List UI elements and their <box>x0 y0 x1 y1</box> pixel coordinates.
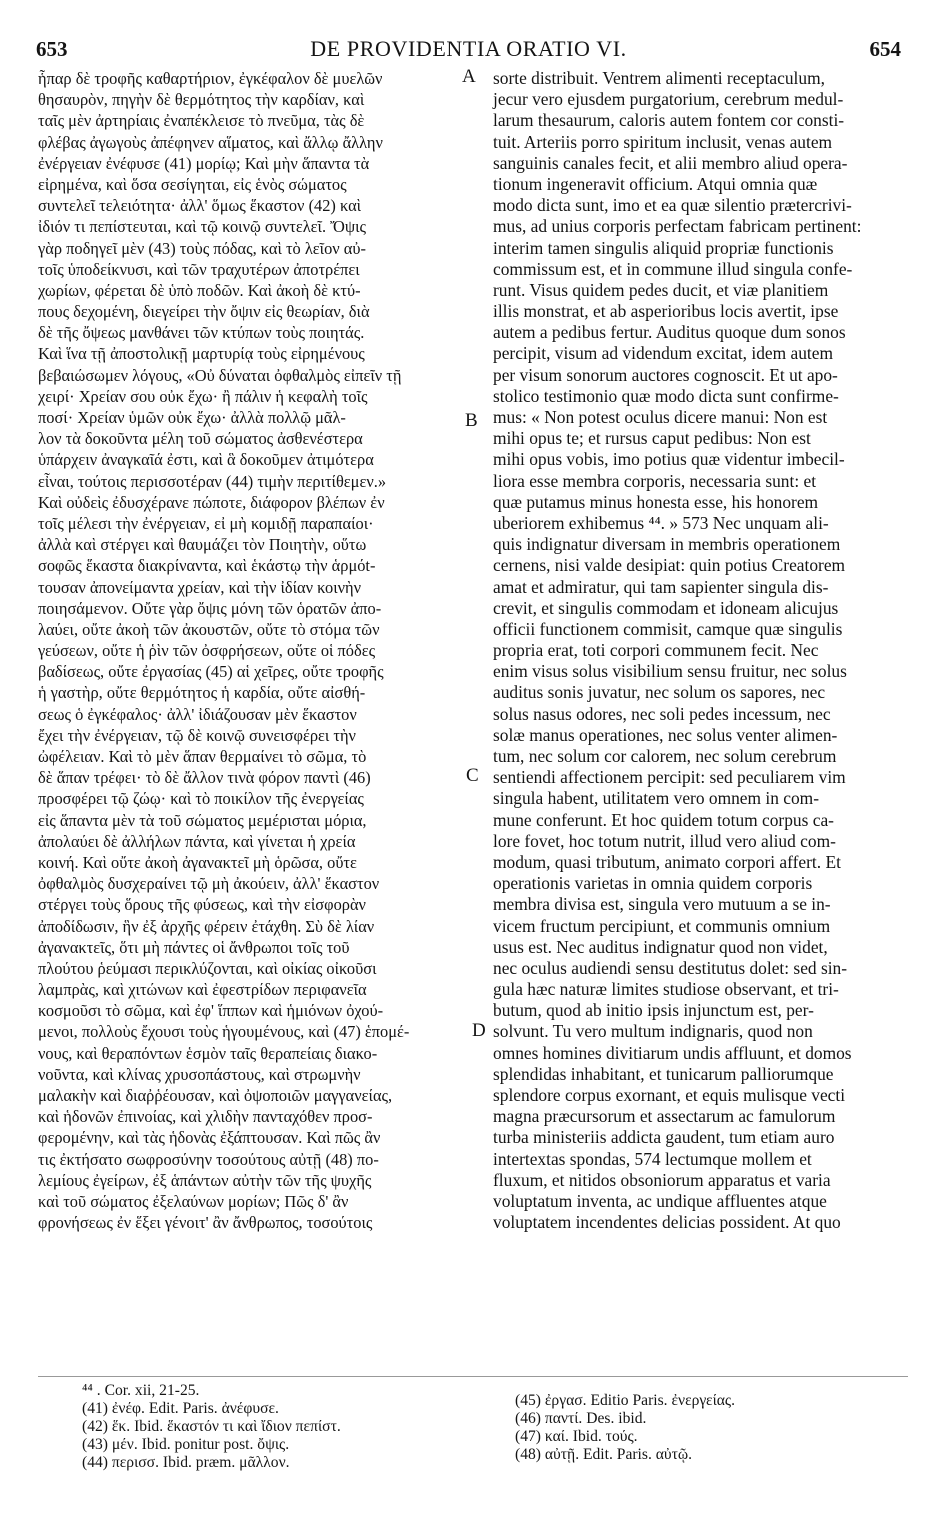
latin-text-line: propria erat, toti corpori communem fecit. Nec <box>493 640 819 661</box>
latin-text-line: nec oculus audiendi sensu destitutus dolet: sed sin- <box>493 957 848 978</box>
latin-text-line: uberiorem exhibemus ⁴⁴. » 573 Nec unquam ali- <box>493 512 829 533</box>
greek-text-line: δὲ ἅπαν τρέφει· τὸ δὲ ἄλλον τινὰ φόρον παντὶ (46) <box>38 768 371 788</box>
greek-text-line: γὰρ ποδηγεῖ μὲν (43) τοὺς πόδας, καὶ τὸ λεῖον αὐ- <box>38 238 366 258</box>
greek-text-line: λον τὰ δοκοῦντα μέλη τοῦ σώματος ἀσθενέστερα <box>38 429 363 449</box>
greek-text-line: ἰδιόν τι πεπίστευται, καὶ τῷ κοινῷ συντελεῖ. Ὄψις <box>38 217 367 237</box>
latin-text-line: tuit. Arteriis porro spiritum inclusit, venas autem <box>493 131 833 152</box>
footnotes-right <box>515 1392 735 1464</box>
footnote-line: (48) αὐτῇ. Edit. Paris. αὐτῷ. <box>515 1446 693 1463</box>
greek-text-line: τις ἐκτήσατο σωφροσύνην τοσούτους αὐτῇ (48) πο- <box>38 1149 379 1169</box>
greek-text-line: ὑπάρχειν ἀναγκαῖά ἐστι, καὶ ἃ δοκοῦμεν ἀτιμότερα <box>38 450 374 470</box>
latin-text-line: solvunt. Tu vero multum indignaris, quod non <box>493 1021 813 1042</box>
greek-text-line: εἶναι, τούτοις περισσοτέραν (44) τιμὴν περιτίθεμεν.» <box>38 471 387 491</box>
greek-text-line: καὶ τοῦ σώματος ἐξελαύνων μορίων; Πῶς δ' ἂν <box>38 1191 349 1211</box>
latin-text-line: usus est. Nec auditus indignatur quod non videt, <box>493 936 828 957</box>
footnote-line: (42) ἕκ. Ibid. ἕκαστόν τι καὶ ἴδιον πεπίστ. <box>82 1418 341 1435</box>
footnote-line: (44) περισσ. Ibid. præm. μᾶλλον. <box>82 1454 290 1471</box>
greek-text-line: βεβαιώσωμεν λόγους, «Οὐ δύναται ὀφθαλμὸς εἰπεῖν τῇ <box>38 365 402 385</box>
greek-text-line: ὀφθαλμὸς δυσχεραίνει τῷ μὴ ἀκούειν, ἀλλ' ἕκαστον <box>38 874 380 894</box>
footnotes-left <box>82 1382 341 1472</box>
greek-text-line: πους δεχομένη, διεγείρει τὴν ὄψιν εἰς θεωρίαν, διὰ <box>38 302 370 322</box>
latin-text-line: larum thesaurum, caloris autem fontem cor consti- <box>493 110 845 131</box>
footnote-line: (41) ἐνέφ. Edit. Paris. ἀνέφυσε. <box>82 1400 279 1417</box>
latin-text-line: singula habent, utilitatem vero omnem in com- <box>493 788 819 809</box>
latin-text-column <box>493 68 908 1233</box>
latin-text-line: omnes homines divitiarum undis affluunt, et domos <box>493 1042 852 1063</box>
greek-text-line: νοῦντα, καὶ κλίνας χρυσοπάστους, καὶ στρωμνὴν <box>38 1064 361 1084</box>
greek-text-line: ἧπαρ δὲ τροφῆς καθαρτήριον, ἐγκέφαλον δὲ μυελῶν <box>38 69 383 88</box>
greek-text-line: φλέβας ἀγωγοὺς ἀπέφηνεν αἵματος, καὶ ἄλλῳ ἄλλην <box>38 132 383 152</box>
greek-text-line: Καὶ οὐδεὶς ἐδυσχέρανε πώποτε, διάφορον βλέπων ἐν <box>38 492 385 512</box>
greek-text-line: κοινή. Καὶ οὔτε ἀκοὴ ἀγανακτεῖ μὴ ὁρῶσα, οὔτε <box>38 852 357 872</box>
greek-text-line: ὠφέλειαν. Καὶ τὸ μὲν ἅπαν θερμαίνει τὸ σῶμα, τὸ <box>38 747 367 766</box>
latin-text-line: interim tamen singulis aliquid propriæ functionis <box>493 237 834 258</box>
footnote-line: ⁴⁴ . Cor. xii, 21-25. <box>82 1382 200 1399</box>
latin-text-line: butum, quod ab initio ipsis injunctum est, per- <box>493 1000 814 1021</box>
latin-text-line: mihi opus vobis, imo potius quæ videntur imbecil- <box>493 449 845 470</box>
greek-text-line: χειρί· Χρείαν σου οὐκ ἔχω· ἢ πάλιν ἡ κεφαλὴ τοῖς <box>38 386 368 406</box>
page-number-left: 653 <box>36 36 68 61</box>
latin-text-line: quæ putamus minus honesta esse, his honorem <box>493 491 819 512</box>
footnote-line: (46) παντί. Des. ibid. <box>515 1410 647 1427</box>
greek-text-line: ἡ γαστὴρ, οὔτε θερμότητος ἡ καρδία, οὔτε αἰσθή- <box>38 683 366 703</box>
greek-text-line: ἀγανακτεῖς, ὅτι μὴ πάντες οἱ ἄνθρωποι τοῖς τοῦ <box>38 937 350 957</box>
latin-text-line: tum, nec solum cor calorem, nec solum cerebrum <box>493 746 837 766</box>
greek-text-line: καὶ ἡδονῶν ἐπινοίας, καὶ χλιδὴν πανταχόθεν προσ- <box>38 1107 373 1127</box>
greek-text-line: σεως ὁ ἐγκέφαλος· ἀλλ' ἰδιάζουσαν μὲν ἕκαστον <box>38 704 357 724</box>
latin-text-line: per visum sonorum auctores cognoscit. Et ut apo- <box>493 364 838 385</box>
latin-text-line: lore fovet, hoc totum nutrit, illud vero aliud com- <box>493 830 836 851</box>
section-marker-d: D <box>472 1020 486 1041</box>
latin-text-line: mus, ad unius corporis perfectam fabricam pertinent: <box>493 216 862 237</box>
greek-text-line: λαμπρὰς, καὶ χιτώνων καὶ ἐφεστρίδων περιφανεῖα <box>38 980 367 1000</box>
latin-text-line: mune conferunt. Et hoc quidem totum corpus ca- <box>493 809 834 830</box>
latin-text-line: liora esse membra corporis, necessaria sunt: et <box>493 470 817 491</box>
latin-text-line: gula hæc naturæ limites studiose observant, et tri- <box>493 979 839 1000</box>
section-marker-b: B <box>465 410 478 431</box>
greek-text-line: τουσαν ἀπονείμαντα χρείαν, καὶ τὴν ἰδίαν κοινὴν <box>38 577 362 597</box>
greek-text-line: κοσμοῦσι τὸ σῶμα, καὶ ἐφ' ἵππων καὶ ἡμιόνων ὀχού- <box>38 1001 384 1021</box>
section-marker-c: C <box>466 765 479 786</box>
greek-text-line: χωρίων, φέρεται δὲ ὑπὸ ποδῶν. Καὶ ἀκοὴ δὲ κτύ- <box>38 280 361 300</box>
greek-text-line: τοῖς ὑποδείκνυσι, καὶ τῶν τραχυτέρων ἀποτρέπει <box>38 259 360 279</box>
greek-text-line: μενοι, πολλοὺς ἔχουσι τοὺς ἡγουμένους, καὶ (47) ἑπομέ- <box>38 1022 410 1042</box>
greek-text-line: ἐνέργειαν ἐνέφυσε (41) μορίῳ; Καὶ μὴν ἅπαντα τὰ <box>38 153 370 173</box>
greek-text-line: εἰρημένα, καὶ ὅσα σεσίγηται, εἰς ἑνὸς σώματος <box>38 174 347 194</box>
latin-text-line: enim visus solus visibilium sensu fruitur, nec solus <box>493 661 847 682</box>
latin-text-line: auditus sonis juvatur, nec solum os sapores, nec <box>493 682 826 703</box>
latin-text-line: percipit, visum ad videndum excitat, idem autem <box>493 343 833 364</box>
latin-text-line: illis monstrat, et ab asperioribus locis avertit, ipse <box>493 301 839 322</box>
latin-text-line: voluptatem incendentes delicias possident. At quo <box>493 1212 841 1233</box>
greek-text-line: συντελεῖ τελειότητα· ἀλλ' ὅμως ἕκαστον (42) καὶ <box>38 196 362 216</box>
latin-text-line: splendidas inhabitant, et tunicarum palliorumque <box>493 1063 834 1084</box>
latin-text-line: tionum ingeneravit officium. Atqui omnia quæ <box>493 173 818 194</box>
latin-text-line: membra divisa est, singula vero mutuum a se in- <box>493 894 831 915</box>
latin-text-line: modo dicta sunt, imo et ea quæ silentio prætercrivi- <box>493 195 852 216</box>
latin-text-line: splendore corpus exornant, et equis mulisque vecti <box>493 1085 846 1105</box>
greek-text-line: Καὶ ἵνα τῇ ἀποστολικῇ μαρτυρίᾳ τοὺς εἰρημένους <box>38 344 365 364</box>
greek-text-line: φρονήσεως ἐν ἕξει γένοιτ' ἂν ἄνθρωπος, τοσούτοις <box>38 1213 373 1233</box>
greek-text-line: θησαυρὸν, πηγὴν δὲ θερμότητος τὴν καρδίαν, καὶ <box>38 90 365 110</box>
greek-text-line: ἀπολαύει δὲ ἀλλήλων πάντα, καὶ γίνεται ἡ χρεία <box>38 831 356 851</box>
latin-text-line: fluxum, et nitidos obsoniorum apparatus et varia <box>493 1169 831 1190</box>
greek-text-column <box>38 68 470 1233</box>
footnote-line: (43) μέν. Ibid. ponitur post. ὄψις. <box>82 1436 290 1453</box>
greek-text-line: εἰς ἅπαντα μὲν τὰ τοῦ σώματος μεμέρισται μόρια, <box>38 810 367 830</box>
footnote-line: (45) ἐργασ. Editio Paris. ἐνεργείας. <box>515 1392 736 1409</box>
latin-text-line: voluptatum inventa, ac undique affluentes atque <box>493 1190 827 1211</box>
latin-text-line: quis indignatur diversam in membris operationem <box>493 534 841 555</box>
section-marker-a: A <box>462 66 476 87</box>
latin-text-line: mihi opus te; et rursus caput pedibus: Non est <box>493 428 811 449</box>
latin-text-line: runt. Visus quidem pedes ducit, et viæ planitiem <box>493 279 829 300</box>
latin-text-line: operationis varietas in omnia quidem corporis <box>493 873 813 894</box>
latin-text-line: crevit, et singulis commodam et idoneam alicujus <box>493 597 839 618</box>
latin-text-line: solus nasus odores, nec soli pedes incessum, nec <box>493 703 831 724</box>
greek-text-line: τοῖς μέλεσι τὴν ἐνέργειαν, εἰ μὴ κομιδῇ παραπαίοι· <box>38 513 374 533</box>
latin-text-line: solæ manus operationes, nec solus venter alimen- <box>493 724 838 745</box>
latin-text-line: stolico testimonio quæ modo dicta sunt confirme- <box>493 385 839 406</box>
latin-text-line: officii functionem commisit, camque quæ singulis <box>493 618 843 639</box>
greek-text-line: λεμίους ἐγείρων, ἐξ ἁπάντων αὐτὴν τῶν τῆς ψυχῆς <box>38 1170 372 1190</box>
greek-text-line: ποιησάμενον. Οὔτε γὰρ ὄψις μόνη τῶν ὁρατῶν ἀπο- <box>38 598 382 618</box>
latin-text-line: turba ministeriis addicta gaudent, tum etiam auro <box>493 1127 835 1148</box>
latin-text-line: jecur vero ejusdem purgatorium, cerebrum medul- <box>493 89 844 110</box>
page-number-right: 654 <box>869 36 901 61</box>
latin-text-line: autem a pedibus fertur. Auditus quoque dum sonos <box>493 322 846 343</box>
footnote-separator <box>38 1376 908 1377</box>
greek-text-line: σοφῶς ἕκαστα διακρίναντα, καὶ ἑκάστῳ τὴν ἁρμόt- <box>38 556 376 576</box>
greek-text-line: πλούτου ῥεύμασι περικλύζονται, καὶ οἰκίας οἰκοῦσι <box>38 958 377 978</box>
footnote-line: (47) καί. Ibid. τούς. <box>515 1428 638 1445</box>
latin-text-line: sentiendi affectionem percipit: sed peculiarem vim <box>493 767 846 788</box>
greek-text-line: δὲ τῆς ὄψεως μανθάνει τῶν κτύπων τοὺς ποιητάς. <box>38 323 365 343</box>
page-header <box>36 34 901 64</box>
latin-text-line: sorte distribuit. Ventrem alimenti receptaculum, <box>493 68 825 88</box>
greek-text-line: ἔχει τὴν ἐνέργειαν, τῷ δὲ κοινῷ συνεισφέρει τὴν <box>38 725 356 745</box>
latin-text-line: modum, quasi tributum, animato corpori affert. Et <box>493 851 841 872</box>
latin-text-line: vicem fructum percipiunt, et communis omnium <box>493 915 831 936</box>
latin-text-line: intertextas spondas, 574 lectumque mollem et <box>493 1148 812 1169</box>
latin-text-line: commissum est, et in commune illud singula confe- <box>493 258 853 279</box>
latin-text-line: sanguinis canales fecit, et alii membro aliud opera- <box>493 152 848 173</box>
latin-text-line: magna præcursorum et assectarum ac famulorum <box>493 1106 836 1127</box>
greek-text-line: μαλακὴν καὶ διαῤῥέουσαν, καὶ ὀψοποιῶν μαγγανείας, <box>38 1086 393 1105</box>
greek-text-line: βαδίσεως, οὔτε ἐργασίας (45) αἱ χεῖρες, οὔτε τροφῆς <box>38 662 384 682</box>
greek-text-line: λαύει, οὔτε ἀκοὴ τῶν ἀκουστῶν, οὔτε τὸ στόμα τῶν <box>38 619 380 639</box>
greek-text-line: νους, καὶ θεραπόντων ἑσμὸν ταῖς θεραπείαις διακο- <box>38 1043 378 1063</box>
greek-text-line: φερομένην, καὶ τὰς ἡδονὰς ἐξάπτουσαν. Καὶ πῶς ἂν <box>38 1128 381 1148</box>
greek-text-line: ταῖς μὲν ἀρτηρίαις ἐναπέκλεισε τὸ πνεῦμα, τὰς δὲ <box>38 111 365 131</box>
greek-text-line: γεύσεων, οὔτε ἡ ῥὶν τῶν ὀσφρήσεων, οὔτε οἱ πόδες <box>38 641 376 661</box>
greek-text-line: ἀλλὰ καὶ στέργει καὶ θαυμάζει τὸν Ποιητὴν, οὕτω <box>38 535 367 555</box>
greek-text-line: στέργει τοὺς ὅρους τῆς φύσεως, καὶ τὴν εἰσφορὰν <box>38 895 366 915</box>
greek-text-line: προσφέρει τῷ ζώῳ· καὶ τὸ ποικίλον τῆς ἐνεργείας <box>38 789 364 809</box>
greek-text-line: ἀποδίδωσιν, ἣν ἐξ ἀρχῆς φέρειν ἐτάχθη. Σὺ δὲ λίαν <box>38 916 375 936</box>
greek-text-line: ποσί· Χρείαν ὑμῶν οὐκ ἔχω· ἀλλὰ πολλῷ μᾶλ- <box>38 408 346 427</box>
running-title: DE PROVIDENTIA ORATIO VI. <box>310 36 627 61</box>
latin-text-line: mus: « Non potest oculus dicere manui: Non est <box>493 407 828 427</box>
latin-text-line: cernens, nisi valde desipiat: quin potius Creatorem <box>493 555 846 576</box>
latin-text-line: amat et admiratur, qui tam sapienter singula dis- <box>493 576 829 597</box>
